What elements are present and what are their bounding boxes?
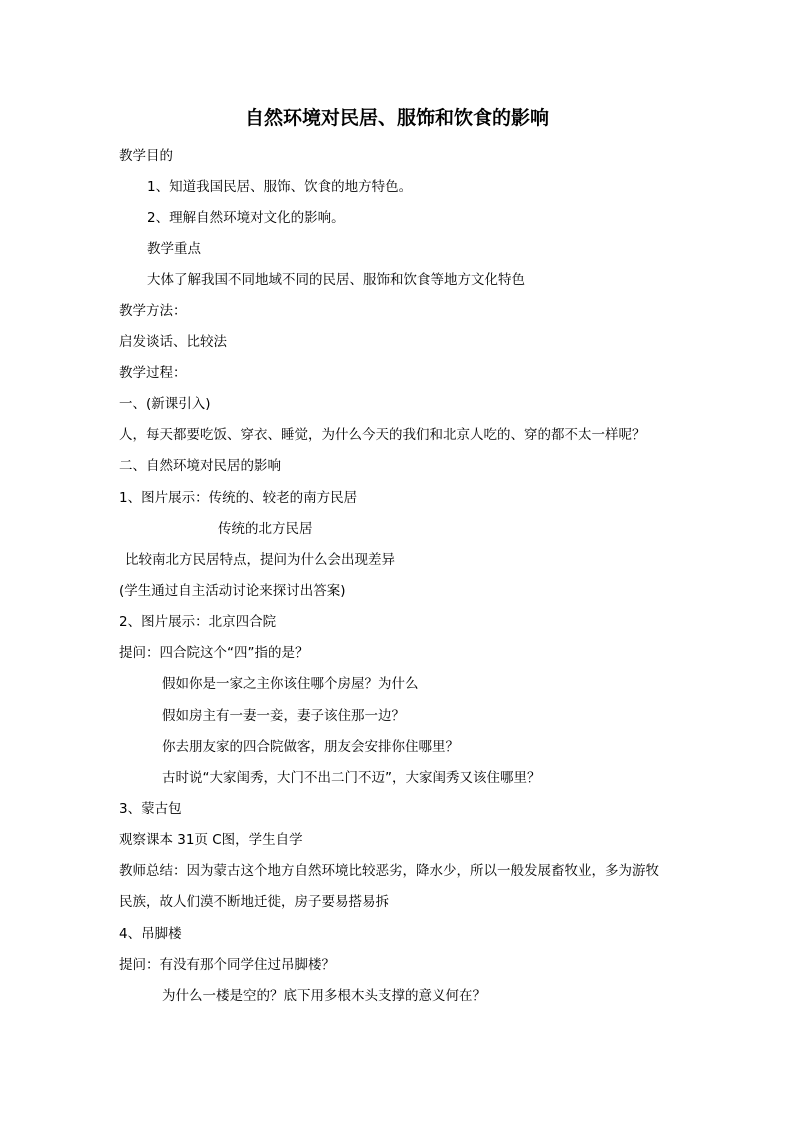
text-line: 1、图片展示：传统的、较老的南方民居 [119, 490, 358, 506]
text-line: 比较南北方民居特点，提问为什么会出现差异 [125, 552, 395, 568]
text-line: 假如房主有一妻一妾，妻子该住那一边？ [162, 708, 405, 724]
text-line: 教学方法： [119, 303, 187, 319]
text-line: 古时说“大家闺秀，大门不出二门不迈”，大家闺秀又该住哪里？ [162, 770, 541, 786]
text-line: (学生通过自主活动讨论来探讨出答案) [119, 583, 346, 599]
text-line: 一、(新课引入) [119, 396, 211, 412]
text-line: 2、理解自然环境对文化的影响。 [147, 210, 345, 226]
text-line: 教学重点 [147, 241, 201, 257]
text-line: 教师总结：因为蒙古这个地方自然环境比较恶劣，降水少，所以一般发展畜牧业，多为游牧 [119, 863, 659, 879]
text-line: 3、蒙古包 [119, 801, 182, 817]
text-line: 你去朋友家的四合院做客，朋友会安排你住哪里？ [162, 739, 459, 755]
text-line: 人，每天都要吃饭、穿衣、睡觉，为什么今天的我们和北京人吃的、穿的都不太一样呢？ [119, 427, 646, 443]
text-line: 1、知道我国民居、服饰、饮食的地方特色。 [147, 179, 413, 195]
text-line: 为什么一楼是空的？底下用多根木头支撑的意义何在？ [162, 988, 486, 1004]
text-line: 假如你是一家之主你该住哪个房屋？为什么 [162, 676, 419, 692]
text-line: 启发谈话、比较法 [119, 334, 227, 350]
text-line: 二、自然环境对民居的影响 [119, 458, 281, 474]
text-line: 教学过程： [119, 365, 187, 381]
text-line: 观察课本 31页 C图，学生自学 [119, 832, 303, 848]
text-line: 教学目的 [119, 148, 173, 164]
text-line: 民族，故人们漠不断地迁徙，房子要易搭易拆 [119, 894, 389, 910]
text-line: 4、吊脚楼 [119, 926, 182, 942]
text-line: 2、图片展示：北京四合院 [119, 614, 277, 630]
document-title: 自然环境对民居、服饰和饮食的影响 [244, 107, 549, 129]
text-line: 提问：有没有那个同学住过吊脚楼？ [119, 957, 335, 973]
text-line: 传统的北方民居 [218, 521, 313, 537]
text-line: 提问：四合院这个“四”指的是？ [119, 645, 309, 661]
text-line: 大体了解我国不同地域不同的民居、服饰和饮食等地方文化特色 [147, 272, 525, 288]
